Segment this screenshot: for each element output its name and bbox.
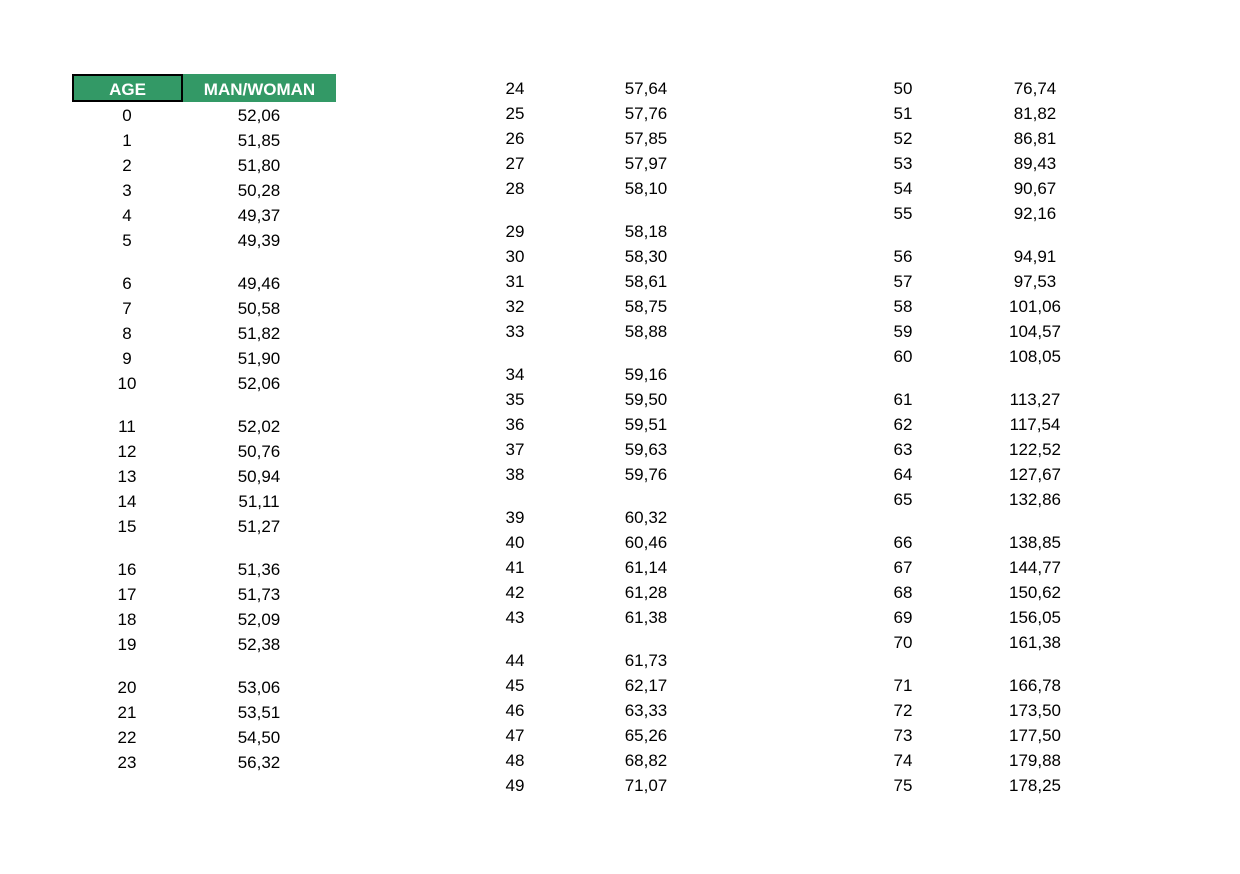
value-cell[interactable]: 51,80 [237, 156, 281, 175]
age-cell[interactable]: 34 [505, 365, 525, 384]
value-cell[interactable]: 59,63 [624, 440, 668, 459]
value-cell[interactable]: 49,46 [237, 274, 281, 293]
age-cell[interactable]: 44 [505, 651, 525, 670]
age-cell[interactable]: 71 [893, 676, 913, 695]
value-cell[interactable]: 59,16 [624, 365, 668, 384]
value-cell[interactable]: 58,10 [624, 179, 668, 198]
value-cell[interactable]: 50,28 [237, 181, 281, 200]
value-cell[interactable]: 86,81 [1013, 129, 1057, 148]
age-cell[interactable]: 72 [893, 701, 913, 720]
value-cell[interactable]: 49,39 [237, 231, 281, 250]
age-cell[interactable]: 16 [117, 560, 137, 579]
value-cell[interactable]: 52,38 [237, 635, 281, 654]
age-column-header[interactable]: AGE [72, 74, 183, 102]
age-cell[interactable]: 38 [505, 465, 525, 484]
age-cell[interactable]: 54 [893, 179, 913, 198]
value-cell[interactable]: 179,88 [1009, 751, 1061, 770]
table-row [0, 344, 1240, 369]
value-cell[interactable]: 58,61 [624, 272, 668, 291]
table-row [0, 244, 1240, 269]
value-cell[interactable]: 166,78 [1009, 676, 1061, 695]
value-cell[interactable]: 68,82 [624, 751, 668, 770]
value-cell[interactable]: 57,64 [624, 79, 668, 98]
value-cell[interactable]: 58,30 [624, 247, 668, 266]
value-cell[interactable]: 65,26 [624, 726, 668, 745]
value-cell[interactable]: 156,05 [1009, 608, 1061, 627]
age-cell[interactable]: 62 [893, 415, 913, 434]
table-row [0, 151, 1240, 176]
age-cell[interactable]: 55 [893, 204, 913, 223]
value-cell[interactable]: 127,67 [1009, 465, 1061, 484]
age-cell[interactable]: 37 [505, 440, 525, 459]
age-cell[interactable]: 45 [505, 676, 525, 695]
value-cell[interactable]: 161,38 [1009, 633, 1061, 652]
value-cell[interactable]: 144,77 [1009, 558, 1061, 577]
value-cell[interactable]: 71,07 [624, 776, 668, 795]
value-cell[interactable]: 51,82 [237, 324, 281, 343]
age-cell[interactable]: 64 [893, 465, 913, 484]
table-row [0, 101, 1240, 126]
age-cell[interactable]: 75 [893, 776, 913, 795]
table-row [0, 387, 1240, 412]
value-cell[interactable]: 62,17 [624, 676, 668, 695]
age-cell[interactable]: 3 [122, 181, 132, 200]
age-cell[interactable]: 15 [117, 517, 137, 536]
age-cell[interactable]: 59 [893, 322, 913, 341]
value-cell[interactable]: 49,37 [237, 206, 281, 225]
value-cell[interactable]: 52,09 [237, 610, 281, 629]
value-cell[interactable]: 177,50 [1009, 726, 1061, 745]
value-cell[interactable]: 89,43 [1013, 154, 1057, 173]
age-cell[interactable]: 70 [893, 633, 913, 652]
age-cell[interactable]: 27 [505, 154, 525, 173]
value-cell[interactable]: 51,73 [237, 585, 281, 604]
age-cell[interactable]: 42 [505, 583, 525, 602]
age-cell[interactable]: 0 [122, 106, 132, 125]
age-cell[interactable]: 24 [505, 79, 525, 98]
value-cell[interactable]: 61,28 [624, 583, 668, 602]
value-cell[interactable]: 173,50 [1009, 701, 1061, 720]
table-row [0, 773, 1240, 798]
value-cell[interactable]: 108,05 [1009, 347, 1061, 366]
value-cell[interactable]: 51,11 [238, 492, 280, 511]
table-row [0, 412, 1240, 437]
value-cell[interactable]: 97,53 [1013, 272, 1057, 291]
age-cell[interactable]: 9 [122, 349, 132, 368]
table-row [0, 673, 1240, 698]
age-cell[interactable]: 6 [122, 274, 132, 293]
age-cell[interactable]: 43 [505, 608, 525, 627]
age-cell[interactable]: 60 [893, 347, 913, 366]
age-cell[interactable]: 39 [505, 508, 525, 527]
age-cell[interactable]: 51 [893, 104, 913, 123]
table-row [0, 605, 1240, 630]
age-cell[interactable]: 67 [893, 558, 913, 577]
age-cell[interactable]: 36 [505, 415, 525, 434]
age-cell[interactable]: 8 [122, 324, 132, 343]
value-cell[interactable]: 51,27 [237, 517, 281, 536]
age-cell[interactable]: 13 [117, 467, 137, 486]
age-cell[interactable]: 53 [893, 154, 913, 173]
value-cell[interactable]: 53,06 [237, 678, 281, 697]
value-cell[interactable]: 101,06 [1009, 297, 1061, 316]
age-cell[interactable]: 61 [893, 390, 913, 409]
value-cell[interactable]: 57,85 [624, 129, 668, 148]
table-row [0, 555, 1240, 580]
age-cell[interactable]: 48 [505, 751, 525, 770]
value-cell[interactable]: 60,32 [624, 508, 668, 527]
age-cell[interactable]: 5 [122, 231, 132, 250]
age-cell[interactable]: 10 [117, 374, 137, 393]
value-cell[interactable]: 56,32 [237, 753, 281, 772]
value-cell[interactable]: 51,36 [237, 560, 281, 579]
age-cell[interactable]: 4 [122, 206, 132, 225]
value-cell[interactable]: 51,90 [237, 349, 281, 368]
age-cell[interactable]: 52 [893, 129, 913, 148]
age-cell[interactable]: 25 [505, 104, 525, 123]
age-cell[interactable]: 14 [117, 492, 137, 511]
value-cell[interactable]: 81,82 [1013, 104, 1057, 123]
value-cell[interactable]: 54,50 [237, 728, 281, 747]
value-cell[interactable]: 50,76 [237, 442, 281, 461]
value-cell[interactable]: 61,14 [624, 558, 668, 577]
age-cell[interactable]: 22 [117, 728, 137, 747]
value-cell[interactable]: 59,51 [624, 415, 668, 434]
table-row [0, 319, 1240, 344]
value-cell[interactable]: 52,02 [237, 417, 281, 436]
value-cell[interactable]: 117,54 [1009, 415, 1061, 434]
man-woman-column-header[interactable]: MAN/WOMAN [183, 74, 336, 102]
value-cell[interactable]: 113,27 [1009, 390, 1061, 409]
value-cell[interactable]: 178,25 [1009, 776, 1061, 795]
age-cell[interactable]: 41 [505, 558, 525, 577]
age-cell[interactable]: 56 [893, 247, 913, 266]
value-cell[interactable]: 104,57 [1009, 322, 1061, 341]
value-cell[interactable]: 60,46 [624, 533, 668, 552]
age-cell[interactable]: 7 [122, 299, 132, 318]
value-cell[interactable]: 94,91 [1013, 247, 1057, 266]
age-cell[interactable]: 26 [505, 129, 525, 148]
age-cell[interactable]: 11 [118, 417, 136, 436]
value-cell[interactable]: 58,88 [624, 322, 668, 341]
value-cell[interactable]: 53,51 [237, 703, 281, 722]
table-row [0, 126, 1240, 151]
value-cell[interactable]: 57,97 [624, 154, 668, 173]
age-cell[interactable]: 74 [893, 751, 913, 770]
age-cell[interactable]: 21 [117, 703, 137, 722]
value-cell[interactable]: 59,50 [624, 390, 668, 409]
value-cell[interactable]: 50,58 [237, 299, 281, 318]
age-cell[interactable]: 20 [117, 678, 137, 697]
age-cell[interactable]: 17 [117, 585, 137, 604]
table-row [0, 630, 1240, 655]
age-cell[interactable]: 73 [893, 726, 913, 745]
table-row [0, 580, 1240, 605]
table-row [0, 748, 1240, 773]
age-cell[interactable]: 18 [117, 610, 137, 629]
age-cell[interactable]: 29 [505, 222, 525, 241]
value-cell[interactable]: 122,52 [1009, 440, 1061, 459]
age-cell[interactable]: 63 [893, 440, 913, 459]
table-row [0, 698, 1240, 723]
value-cell[interactable]: 52,06 [237, 106, 281, 125]
age-cell[interactable]: 35 [505, 390, 525, 409]
age-cell[interactable]: 47 [505, 726, 525, 745]
table-row [0, 294, 1240, 319]
table-row [0, 176, 1240, 201]
age-cell[interactable]: 12 [117, 442, 137, 461]
age-cell[interactable]: 46 [505, 701, 525, 720]
age-cell[interactable]: 50 [893, 79, 913, 98]
table-row [0, 269, 1240, 294]
table-row [0, 76, 1240, 101]
value-cell[interactable]: 51,85 [237, 131, 281, 150]
age-cell[interactable]: 33 [505, 322, 525, 341]
value-cell[interactable]: 58,75 [624, 297, 668, 316]
age-cell[interactable]: 1 [122, 131, 132, 150]
value-cell[interactable]: 61,73 [624, 651, 668, 670]
age-cell[interactable]: 66 [893, 533, 913, 552]
table-row [0, 437, 1240, 462]
age-cell[interactable]: 28 [505, 179, 525, 198]
age-cell[interactable]: 19 [117, 635, 137, 654]
age-cell[interactable]: 32 [505, 297, 525, 316]
age-cell[interactable]: 49 [505, 776, 525, 795]
value-cell[interactable]: 59,76 [624, 465, 668, 484]
age-cell[interactable]: 65 [893, 490, 913, 509]
age-cell[interactable]: 57 [893, 272, 913, 291]
age-cell[interactable]: 31 [505, 272, 525, 291]
age-cell[interactable]: 40 [505, 533, 525, 552]
value-cell[interactable]: 58,18 [624, 222, 668, 241]
table-row [0, 201, 1240, 226]
table-row [0, 530, 1240, 555]
value-cell[interactable]: 57,76 [624, 104, 668, 123]
value-cell[interactable]: 138,85 [1009, 533, 1061, 552]
age-cell[interactable]: 23 [117, 753, 137, 772]
value-cell[interactable]: 132,86 [1009, 490, 1061, 509]
age-cell[interactable]: 2 [122, 156, 132, 175]
value-cell[interactable]: 150,62 [1009, 583, 1061, 602]
value-cell[interactable]: 61,38 [624, 608, 668, 627]
age-cell[interactable]: 58 [893, 297, 913, 316]
table-row [0, 462, 1240, 487]
value-cell[interactable]: 50,94 [237, 467, 281, 486]
age-cell[interactable]: 30 [505, 247, 525, 266]
table-row [0, 487, 1240, 512]
value-cell[interactable]: 52,06 [237, 374, 281, 393]
table-row [0, 723, 1240, 748]
value-cell[interactable]: 92,16 [1013, 204, 1057, 223]
value-cell[interactable]: 63,33 [624, 701, 668, 720]
value-cell[interactable]: 90,67 [1013, 179, 1057, 198]
value-cell[interactable]: 76,74 [1013, 79, 1057, 98]
age-cell[interactable]: 68 [893, 583, 913, 602]
age-cell[interactable]: 69 [893, 608, 913, 627]
